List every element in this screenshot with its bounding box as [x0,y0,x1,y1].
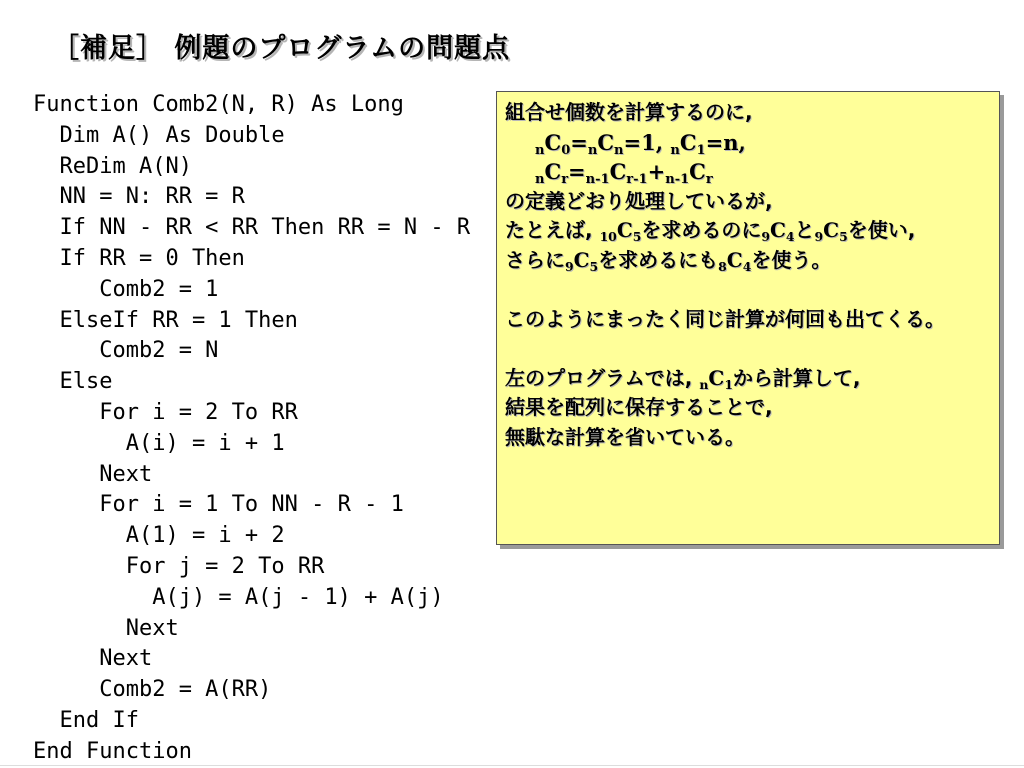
slide-title: ［補足］ 例題のプログラムの問題点 [52,33,511,64]
code-line: For i = 1 To NN - R - 1 [33,492,404,518]
code-line: Else [33,369,113,395]
formula-symbol: C [544,129,562,155]
bottom-rule [0,765,1024,766]
code-line: Next [33,461,153,487]
code-line: ReDim A(N) [33,153,192,179]
code-line: Next [33,646,153,672]
formula-symbol: C [769,218,786,242]
formula-symbol: C [573,247,590,272]
formula-subscript: 1 [724,376,733,392]
formula-subscript: n [535,142,545,158]
formula-subscript: 5 [589,258,599,274]
formula-subscript: 5 [839,229,848,244]
code-line: For i = 2 To RR [33,399,298,425]
formula-subscript: n [670,142,680,158]
code-line: NN = N: RR = R [33,184,245,210]
note-text: から計算して, [732,365,861,390]
note-text: さらに [505,247,565,272]
note-program-line [505,364,991,394]
formula-subscript: r [705,172,713,187]
note-line: 結果を配列に保存することで, [505,395,773,419]
blank-line [505,275,991,305]
formula-subscript: 8 [718,258,727,274]
formula-base-cases [505,128,991,158]
formula-text: =n, [705,129,746,155]
formula-subscript: n-1 [585,172,610,187]
formula-recurrence [505,157,991,187]
formula-symbol: C [544,159,562,184]
formula-symbol: C [726,247,743,272]
formula-symbol: C [597,129,615,155]
formula-subscript: n [535,172,545,187]
note-line: 無駄な計算を省いている。 [505,424,745,449]
formula-subscript: n [699,376,709,392]
formula-subscript: n-1 [665,172,690,187]
formula-symbol: C [708,365,725,390]
formula-subscript: 1 [696,142,706,158]
note-example-line [505,216,991,246]
code-line: A(j) = A(j - 1) + A(j) [33,584,444,610]
code-line: If RR = 0 Then [33,245,245,271]
formula-subscript: 9 [814,229,824,244]
note-example-line [505,246,991,276]
formula-symbol: C [616,218,633,242]
formula-subscript: 4 [742,258,752,274]
note-text: 左のプログラムでは, [505,365,700,390]
formula-subscript: r [561,172,569,187]
formula-symbol: C [679,129,697,155]
formula-subscript: n [614,142,624,158]
code-line: Comb2 = A(RR) [33,677,272,703]
code-line: If NN - RR < RR Then RR = N - R [33,215,471,241]
code-line: Dim A() As Double [33,122,285,148]
note-text: を求めるにも [598,247,719,272]
formula-subscript: 0 [561,142,571,158]
code-line: Comb2 = N [33,338,219,364]
code-line: A(i) = i + 1 [33,430,285,456]
code-line: End Function [33,738,192,764]
note-line: の定義どおり処理しているが, [505,188,773,213]
formula-text: = [570,129,588,155]
note-text: を求めるのに [641,218,762,242]
formula-subscript: 5 [632,229,642,244]
code-line: For j = 2 To RR [33,553,325,579]
code-line: End If [33,707,139,733]
code-line: Next [33,615,179,641]
note-text: と [794,218,815,242]
formula-symbol: C [689,159,706,184]
note-line: 組合せ個数を計算するのに, [505,100,753,124]
formula-subscript: 4 [785,229,795,244]
explanation-note-box [496,91,1000,545]
blank-line [505,334,991,364]
formula-subscript: r-1 [626,172,648,187]
note-text: たとえば, [505,218,600,242]
formula-symbol: C [823,218,840,242]
formula-symbol: C [609,159,627,184]
note-line: このようにまったく同じ計算が何回も出てくる。 [505,306,945,331]
code-line: ElseIf RR = 1 Then [33,307,298,333]
code-block [33,90,470,768]
code-line: Comb2 = 1 [33,276,219,302]
formula-subscript: 9 [565,258,574,274]
formula-text: = [568,159,586,184]
formula-text: + [647,159,666,184]
note-text: を使い, [847,218,916,242]
formula-text: =1, [623,129,671,155]
note-text: を使う。 [751,247,832,272]
formula-subscript: 9 [761,229,770,244]
code-line: Function Comb2(N, R) As Long [33,92,404,117]
formula-subscript: 10 [599,229,617,244]
code-line: A(1) = i + 2 [33,523,285,549]
formula-subscript: n [587,142,598,158]
